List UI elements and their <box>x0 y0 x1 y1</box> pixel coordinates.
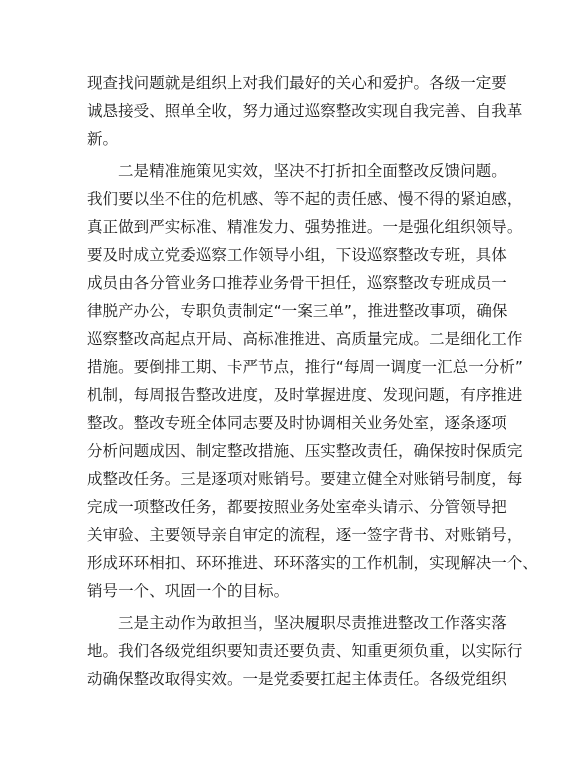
text-line: 巡察整改高起点开局、高标准推进、高质量完成。二是细化工作 <box>87 330 523 348</box>
text-line: 诚恳接受、照单全收，努力通过巡察整改实现自我完善、自我革 <box>87 102 523 120</box>
text-line: 措施。要倒排工期、卡严节点，推行“每周一调度一汇总一分析” <box>87 358 524 376</box>
text-line: 成员由各分管业务口推荐业务骨干担任，巡察整改专班成员一 <box>87 274 507 292</box>
paragraph-heading-line: 三是主动作为敢担当，坚决履职尽责推进整改工作落实落 <box>118 614 507 632</box>
text-line: 形成环环相扣、环环推进、环环落实的工作机制，实现解决一个、 <box>87 554 538 572</box>
text-line: 我们要以坐不住的危机感、等不起的责任感、慢不得的紧迫感， <box>87 190 523 208</box>
text-line: 机制，每周报告整改进度，及时掌握进度、发现问题，有序推进 <box>87 386 523 404</box>
paragraph-heading-line: 二是精准施策见实效，坚决不打折扣全面整改反馈问题。 <box>118 162 507 180</box>
text-line: 完成一项整改任务，都要按照业务处室牵头请示、分管领导把 <box>87 498 507 516</box>
text-line: 要及时成立党委巡察工作领导小组，下设巡察整改专班，具体 <box>87 246 507 264</box>
text-line: 真正做到严实标准、精准发力、强势推进。一是强化组织领导。 <box>87 218 523 236</box>
text-line: 地。我们各级党组织要知责还要负责、知重更须负重，以实际行 <box>87 642 523 660</box>
text-line: 现查找问题就是组织上对我们最好的关心和爱护。各级一定要 <box>87 74 507 92</box>
text-line: 销号一个、巩固一个的目标。 <box>87 582 290 600</box>
text-line: 新。 <box>87 130 119 148</box>
text-line: 关审验、主要领导亲自审定的流程，逐一签字背书、对账销号， <box>87 526 523 544</box>
text-line: 整改。整改专班全体同志要及时协调相关业务处室，逐条逐项 <box>87 414 507 432</box>
text-line: 分析问题成因、制定整改措施、压实整改责任，确保按时保质完 <box>87 442 523 460</box>
text-line: 成整改任务。三是逐项对账销号。要建立健全对账销号制度，每 <box>87 470 523 488</box>
text-line: 动确保整改取得实效。一是党委要扛起主体责任。各级党组织 <box>87 670 507 688</box>
text-line: 律脱产办公，专职负责制定“一案三单”，推进整改事项，确保 <box>87 302 508 320</box>
